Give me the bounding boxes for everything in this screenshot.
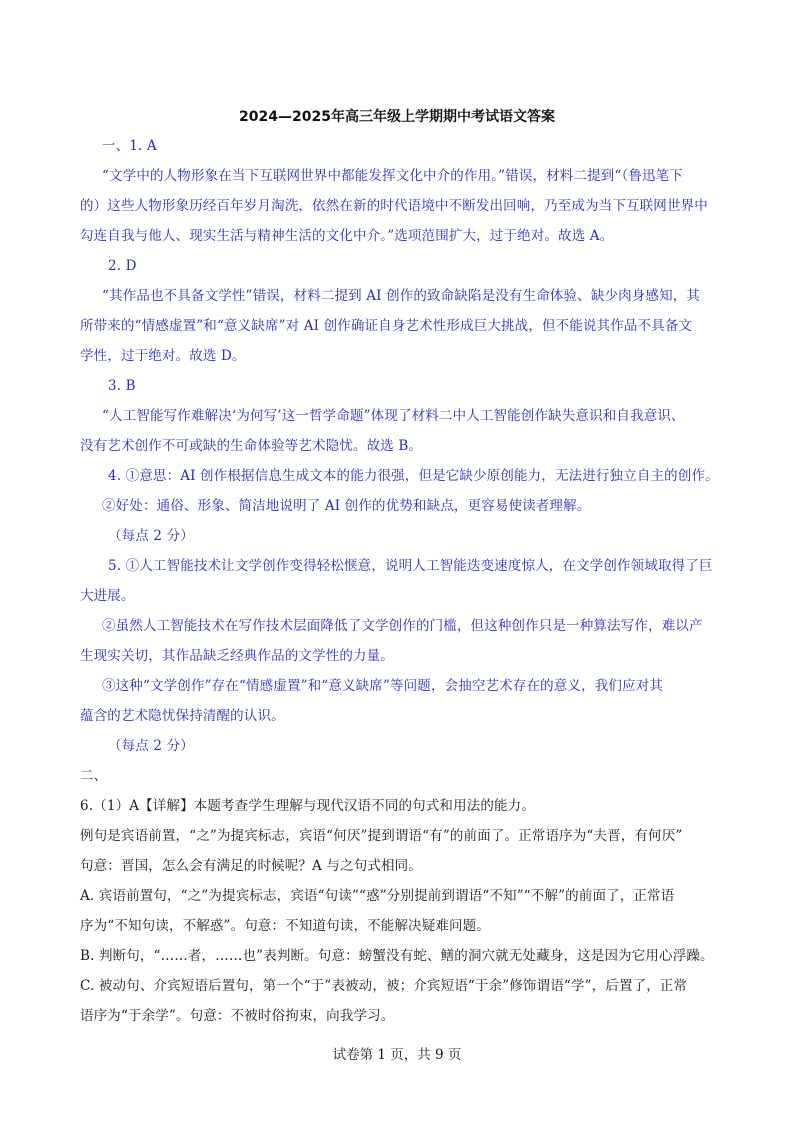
q6-line: C. 被动句、介宾短语后置句，第一个“于”表被动，被；介宾短语“于余”修饰谓语“学”，后置了，正常 (80, 978, 688, 994)
q1-line: 勾连自我与他人、现实生活与精神生活的文化中介。”选项范围扩大，过于绝对。故选 A。 (80, 228, 614, 244)
q2-heading: 2. D (108, 258, 137, 274)
page-footer: 试卷第 1 页，共 9 页 (332, 1047, 462, 1063)
q1-line: 的）这些人物形象历经百年岁月淘洗，依然在新的时代语境中不断发出回响，乃至成为当下互联网世界中 (80, 198, 708, 214)
q2-line: 学性，过于绝对。故选 D。 (80, 348, 246, 364)
q1-heading: 一、1. A (102, 138, 157, 154)
q4-line: ②好处：通俗、形象、简洁地说明了 AI 创作的优势和缺点，更容易使读者理解。 (102, 498, 591, 514)
page-title: 2024—2025年高三年级上学期期中考试语文答案 (239, 109, 555, 125)
q4-line: 4. ①意思：AI 创作根据信息生成文本的能力很强，但是它缺少原创能力，无法进行独立自主的创作。 (108, 468, 719, 484)
q6-line: 6.（1）A【详解】本题考查学生理解与现代汉语不同的句式和用法的能力。 (80, 798, 535, 814)
q6-line: 句意：晋国，怎么会有满足的时候呢？A 与之句式相同。 (80, 858, 422, 874)
q6-line: 序为“不知句读，不解惑”。句意：不知道句读，不能解决疑难问题。 (80, 918, 490, 934)
q6-line: 语序为“于余学”。句意：不被时俗拘束，向我学习。 (80, 1008, 395, 1024)
q5-score: （每点 2 分） (108, 738, 194, 754)
q1-line: “文学中的人物形象在当下互联网世界中都能发挥文化中介的作用。”错误，材料二提到“（鲁迅笔下 (102, 168, 683, 184)
q2-line: 所带来的“情感虚置”和“意义缺席”对 AI 创作确证自身艺术性形成巨大挑战，但不能说其作品不具备文 (80, 318, 693, 334)
q2-line: “其作品也不具备文学性”错误，材料二提到 AI 创作的致命缺陷是没有生命体验、缺少肉身感知，其 (102, 288, 701, 304)
q5-line: 蕴含的艺术隐忧保持清醒的认识。 (80, 708, 285, 724)
q5-line: 5. ①人工智能技术让文学创作变得轻松惬意，说明人工智能迭变速度惊人，在文学创作领域取得了巨 (108, 558, 713, 574)
q5-line: 生现实关切，其作品缺乏经典作品的文学性的力量。 (80, 648, 394, 664)
q5-line: ②虽然人工智能技术在写作技术层面降低了文学创作的门槛，但这种创作只是一种算法写作，难以产 (102, 618, 703, 634)
q6-line: A. 宾语前置句，“之”为提宾标志，宾语“句读”“惑”分别提前到谓语“不知”“不解”的前面了，正常语 (80, 888, 675, 904)
q4-score: （每点 2 分） (108, 528, 194, 544)
q5-line: ③这种“文学创作”存在“情感虚置”和“意义缺席”等问题，会抽空艺术存在的意义，我们应对其 (102, 678, 664, 694)
q3-line: 没有艺术创作不可或缺的生命体验等艺术隐忧。故选 B。 (80, 438, 423, 454)
section2-heading: 二、 (80, 768, 108, 784)
q6-line: B. 判断句，“……者，……也”表判断。句意：螃蟹没有蛇、鳝的洞穴就无处藏身，这是因为它用心浮躁。 (80, 948, 714, 964)
q5-line: 大进展。 (80, 588, 135, 604)
q6-line: 例句是宾语前置，“之”为提宾标志，宾语“何厌”提到谓语“有”的前面了。正常语序为“夫晋，有何厌” (80, 828, 683, 844)
q3-line: “人工智能写作难解决‘为何写’这一哲学命题”体现了材料二中人工智能创作缺失意识和自我意识、 (102, 408, 685, 424)
q3-heading: 3. B (108, 378, 136, 394)
